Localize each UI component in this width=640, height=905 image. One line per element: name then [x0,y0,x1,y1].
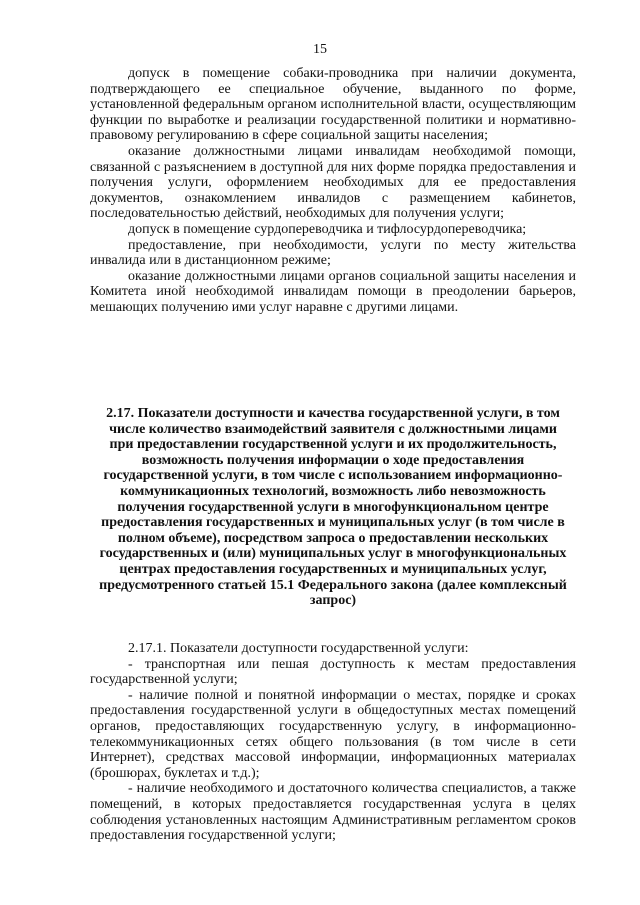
paragraph-barrier-help: оказание должностными лицами органов социальной защиты населения и Комитета иной необходимой инвалидам помощи в преодолении барьеров, мешающих получению ими услуг наравне с другими лицами. [90,268,576,315]
paragraph-remote-service: предоставление, при необходимости, услуги по месту жительства инвалида или в дистанционном режиме; [90,237,576,269]
accessibility-measures-list [90,66,576,316]
paragraph-guide-dog: допуск в помещение собаки-проводника при наличии документа, подтверждающего ее специальное обучение, выданного по форме, установленной федеральным органом исполнительной власти, осуществляющим функции по выработке и реализации государственной политики и нормативно-правовому регулированию в сфере социальной защиты населения; [90,66,576,144]
section-heading: 2.17. Показатели доступности и качества государственной услуги, в том числе количество взаимодействий заявителя с должностными лицами при предоставлении государственной услуги и их продолжительность, возможность получения информации о ходе предоставления государственной услуги, в том числе с использованием информационно-коммуникационных технологий, возможность либо невозможность получения государственной услуги в многофункциональном центре предоставления государственных и муниципальных услуг (в том числе в полном объеме), посредством запроса о предоставлении нескольких государственных и (или) муниципальных услуг в многофункциональных центрах предоставления государственных и муниципальных услуг, предусмотренного статьей 15.1 Федерального закона (далее комплексный запрос) [99,406,567,609]
list-item-staff: - наличие необходимого и достаточного количества специалистов, а также помещений, в которых предоставляется государственная услуга в целях соблюдения установленных настоящим Административным регламентом сроков предоставления государственной услуги; [90,781,576,844]
section-2-17 [90,406,576,609]
paragraph-interpreter: допуск в помещение сурдопереводчика и тифлосурдопереводчика; [128,221,527,237]
list-item-information: - наличие полной и понятной информации о местах, порядке и сроках предоставления государственной услуги в общедоступных местах помещений органов, предоставляющих государственную услугу, в информационно-телекоммуникационных сетях общего пользования (в том числе в сети Интернет), средствах массовой информации, информационных материалах (брошюрах, буклетах и т.д.); [90,687,576,781]
section-2-17-1 [90,641,576,844]
page-number: 15 [313,42,327,57]
list-item-transport: - транспортная или пешая доступность к местам предоставления государственной услуги; [90,656,576,688]
paragraph-assistance: оказание должностными лицами инвалидам необходимой помощи, связанной с разъяснением в доступной для них форме порядка предоставления и получения услуги, оформлением необходимых для ее предоставления документов, ознакомлением инвалидов с размещением кабинетов, последовательностью действий, необходимых для получения услуги; [90,143,576,222]
subsection-title: 2.17.1. Показатели доступности государственной услуги: [128,641,469,656]
